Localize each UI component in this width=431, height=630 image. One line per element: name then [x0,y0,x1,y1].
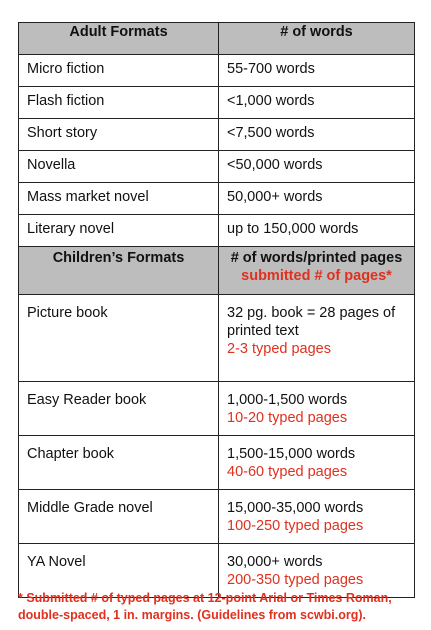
format-cell: Picture book [19,295,219,382]
table-row [19,382,415,436]
word-count-cell: <50,000 words [219,151,415,183]
format-cell: Chapter book [19,436,219,490]
word-count-line: 1,000-1,500 words [227,392,348,408]
word-count-cell [219,382,415,436]
format-cell: Literary novel [19,215,219,247]
typed-pages-text: 10-20 typed pages [227,410,348,426]
format-cell: Novella [19,151,219,183]
format-cell: Mass market novel [19,183,219,215]
adult-formats-heading: Adult Formats [19,23,219,55]
format-cell: Flash fiction [19,87,219,119]
word-count-cell [219,295,415,382]
format-cell: YA Novel [19,544,219,598]
word-count-table [18,22,415,598]
submitted-pages-note: submitted # of pages* [241,268,392,284]
word-count-cell: <1,000 words [219,87,415,119]
table-row [19,215,415,247]
children-words-heading [219,247,415,295]
table-row [19,183,415,215]
children-formats-heading: Children’s Formats [19,247,219,295]
format-cell: Easy Reader book [19,382,219,436]
word-count-cell: up to 150,000 words [219,215,415,247]
format-cell: Short story [19,119,219,151]
format-cell: Middle Grade novel [19,490,219,544]
word-count-cell: 55-700 words [219,55,415,87]
table-row [19,55,415,87]
format-cell: Micro fiction [19,55,219,87]
typed-pages-text: 40-60 typed pages [227,464,348,480]
table-row [19,436,415,490]
word-count-cell: <7,500 words [219,119,415,151]
formats-sheet [18,22,414,598]
children-header-row [19,247,415,295]
table-row [19,151,415,183]
word-count-cell [219,436,415,490]
table-row [19,490,415,544]
adult-words-heading: # of words [219,23,415,55]
footnote [18,590,418,624]
footnote-line: double-spaced, 1 in. margins. (Guidelines from scwbi.org). [18,608,366,622]
footnote-line: * Submitted # of typed pages at 12-point Arial or Times Roman, [18,591,392,605]
word-count-cell [219,490,415,544]
typed-pages-text: 200-350 typed pages [227,572,364,588]
word-count-line: 30,000+ words [227,554,323,570]
word-count-line: printed text [227,323,299,339]
word-count-cell: 50,000+ words [219,183,415,215]
word-count-line: 15,000-35,000 words [227,500,364,516]
table-row [19,87,415,119]
adult-header-row [19,23,415,55]
table-row [19,295,415,382]
typed-pages-text: 2-3 typed pages [227,341,331,357]
word-count-line: 1,500-15,000 words [227,446,356,462]
word-count-line: 32 pg. book = 28 pages of [227,305,396,321]
typed-pages-text: 100-250 typed pages [227,518,364,534]
children-words-heading-text: # of words/printed pages [230,250,403,266]
table-row [19,119,415,151]
